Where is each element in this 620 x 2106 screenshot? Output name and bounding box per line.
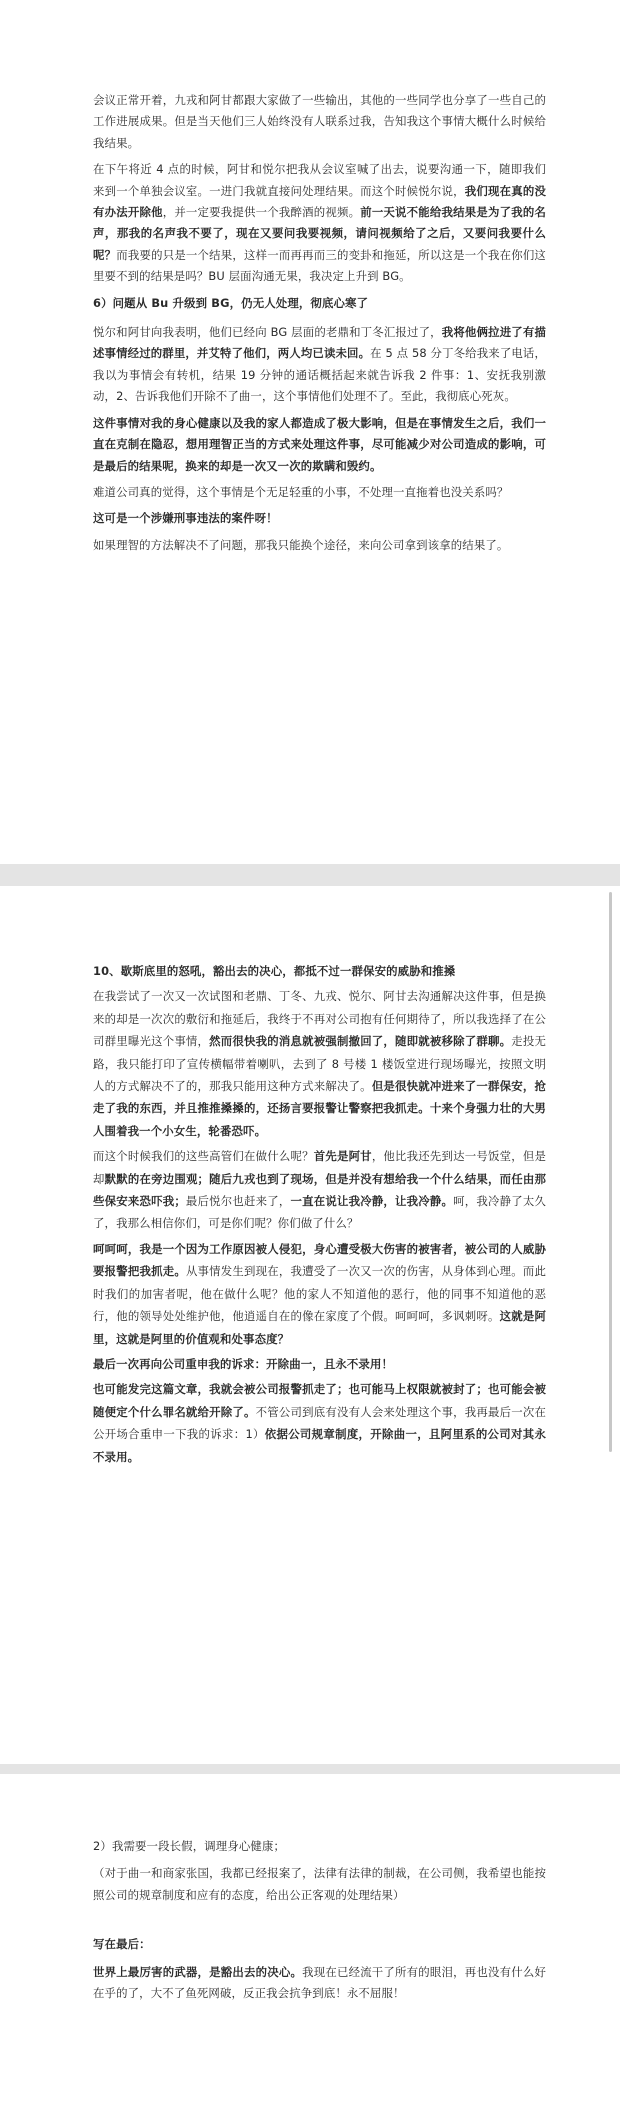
spacer	[93, 1912, 546, 1934]
paragraph: 呵呵呵，我是一个因为工作原因被人侵犯，身心遭受极大伤害的被害者，被公司的人威胁要报警把我抓走。从事情发生到现在，我遭受了一次又一次的伤害，从身体到心理。而此时我们的加害者呢，他在做什么呢？他的家人不知道他的恶行，他的同事不知道他的恶行，他的领导处处维护他，他逍遥自在的像在家度了个假。呵呵呵，多讽刺呀。这就是阿里，这就是阿里的价值观和处事态度？	[93, 1241, 546, 1346]
paragraph: 在下午将近 4 点的时候，阿甘和悦尔把我从会议室喊了出去，说要沟通一下，随即我们来到一个单独会议室。一进门我就直接问处理结果。而这个时候悦尔说，我们现在真的没有办法开除他，并一定要我提供一个我醉酒的视频。前一天说不能给我结果是为了我的名声，那我的名声我不要了，现在又要问我要视频，请问视频给了之后，又要问我要什么呢？而我要的只是一个结果，这样一而再再而三的变卦和拖延，所以这是一个我在你们这里要不到的结果是吗？BU 层面沟通无果，我决定上升到 BG。	[93, 162, 546, 284]
document-page-2	[0, 886, 620, 1764]
paragraph: 最后一次再向公司重申我的诉求：开除曲一，且永不录用！	[93, 1356, 394, 1371]
paragraph: 悦尔和阿甘向我表明，他们已经向 BG 层面的老鼎和丁冬汇报过了，我将他俩拉进了有描述事情经过的群里，并艾特了他们，两人均已读未回。在 5 点 58 分丁冬给我来了电话，我以为事情会有转机，结果 19 分钟的通话概括起来就告诉我 2 件事：1、安抚我别激动，2、告诉我他们开除不了曲一，这个事情他们处理不了。至此，我彻底心死灰。	[93, 325, 546, 404]
paragraph: 2）我需要一段长假，调理身心健康；	[93, 1839, 286, 1853]
paragraph: 而这个时候我们的这些高管们在做什么呢？首先是阿甘，他比我还先到达一号饭堂，但是却默默的在旁边围观；随后九戎也到了现场，但是并没有想给我一个什么结果，而任由那些保安来恐吓我；最后悦尔也赶来了，一直在说让我冷静，让我冷静。呵，我冷静了太久了，我那么相信你们，可是你们呢？你们做了什么？	[93, 1149, 547, 1231]
paragraph: 这件事情对我的身心健康以及我的家人都造成了极大影响，但是在事情发生之后，我们一直在克制在隐忍，想用理智正当的方式来处理这件事，尽可能减少对公司造成的影响，可是最后的结果呢，换来的却是一次又一次的欺瞒和毁约。	[93, 415, 546, 473]
section-heading: 10、歇斯底里的怒吼，豁出去的决心，都抵不过一群保安的威胁和推搡	[93, 964, 456, 978]
paragraph: 如果理智的方法解决不了问题，那我只能换个途径，来向公司拿到该拿的结果了。	[93, 537, 509, 552]
document-page-1	[0, 0, 620, 864]
paragraph: 也可能发完这篇文章，我就会被公司报警抓走了；也可能马上权限就被封了；也可能会被随便定个什么罪名就给开除了。不管公司到底有没有人会来处理这个事，我再最后一次在公开场合重申一下我的诉求：1）依据公司规章制度，开除曲一，且阿里系的公司对其永不录用。	[93, 1382, 546, 1464]
paragraph: （对于曲一和商家张国，我都已经报案了，法律有法律的制裁，在公司侧，我希望也能按照公司的规章制度和应有的态度，给出公正客观的处理结果）	[93, 1866, 546, 1902]
section-heading: 写在最后：	[93, 1937, 151, 1952]
section-heading: 6）问题从 Bu 升级到 BG，仍无人处理，彻底心寒了	[93, 295, 369, 310]
paragraph: 会议正常开着，九戎和阿甘都跟大家做了一些输出，其他的一些同学也分享了一些自己的工作进展成果。但是当天他们三人始终没有人联系过我，告知我这个事情大概什么时候给我结果。	[93, 93, 546, 150]
paragraph: 世界上最厉害的武器，是豁出去的决心。我现在已经流干了所有的眼泪，再也没有什么好在乎的了，大不了鱼死网破，反正我会抗争到底！永不屈服！	[93, 1964, 546, 2001]
paragraph: 在我尝试了一次又一次试图和老鼎、丁冬、九戎、悦尔、阿甘去沟通解决这件事，但是换来的却是一次次的敷衍和拖延后，我终于不再对公司抱有任何期待了，所以我选择了在公司群里曝光这个事情，然而很快我的消息就被强制撤回了，随即就被移除了群聊。走投无路，我只能打印了宣传横幅带着喇叭，去到了 8 号楼 1 楼饭堂进行现场曝光，按照文明人的方式解决不了的，那我只能用这种方式来解决了。但是很快就冲进来了一群保安，抢走了我的东西，并且推推搡搡的，还扬言要报警让警察把我抓走。十来个身强力壮的大男人围着我一个小女生，轮番恐吓。	[93, 989, 546, 1138]
scrollbar[interactable]	[609, 892, 612, 1452]
document-page-3	[0, 1774, 620, 2106]
paragraph: 这可是一个涉嫌刑事违法的案件呀！	[93, 511, 278, 526]
paragraph: 难道公司真的觉得，这个事情是个无足轻重的小事，不处理一直拖着也没关系吗？	[93, 484, 509, 499]
